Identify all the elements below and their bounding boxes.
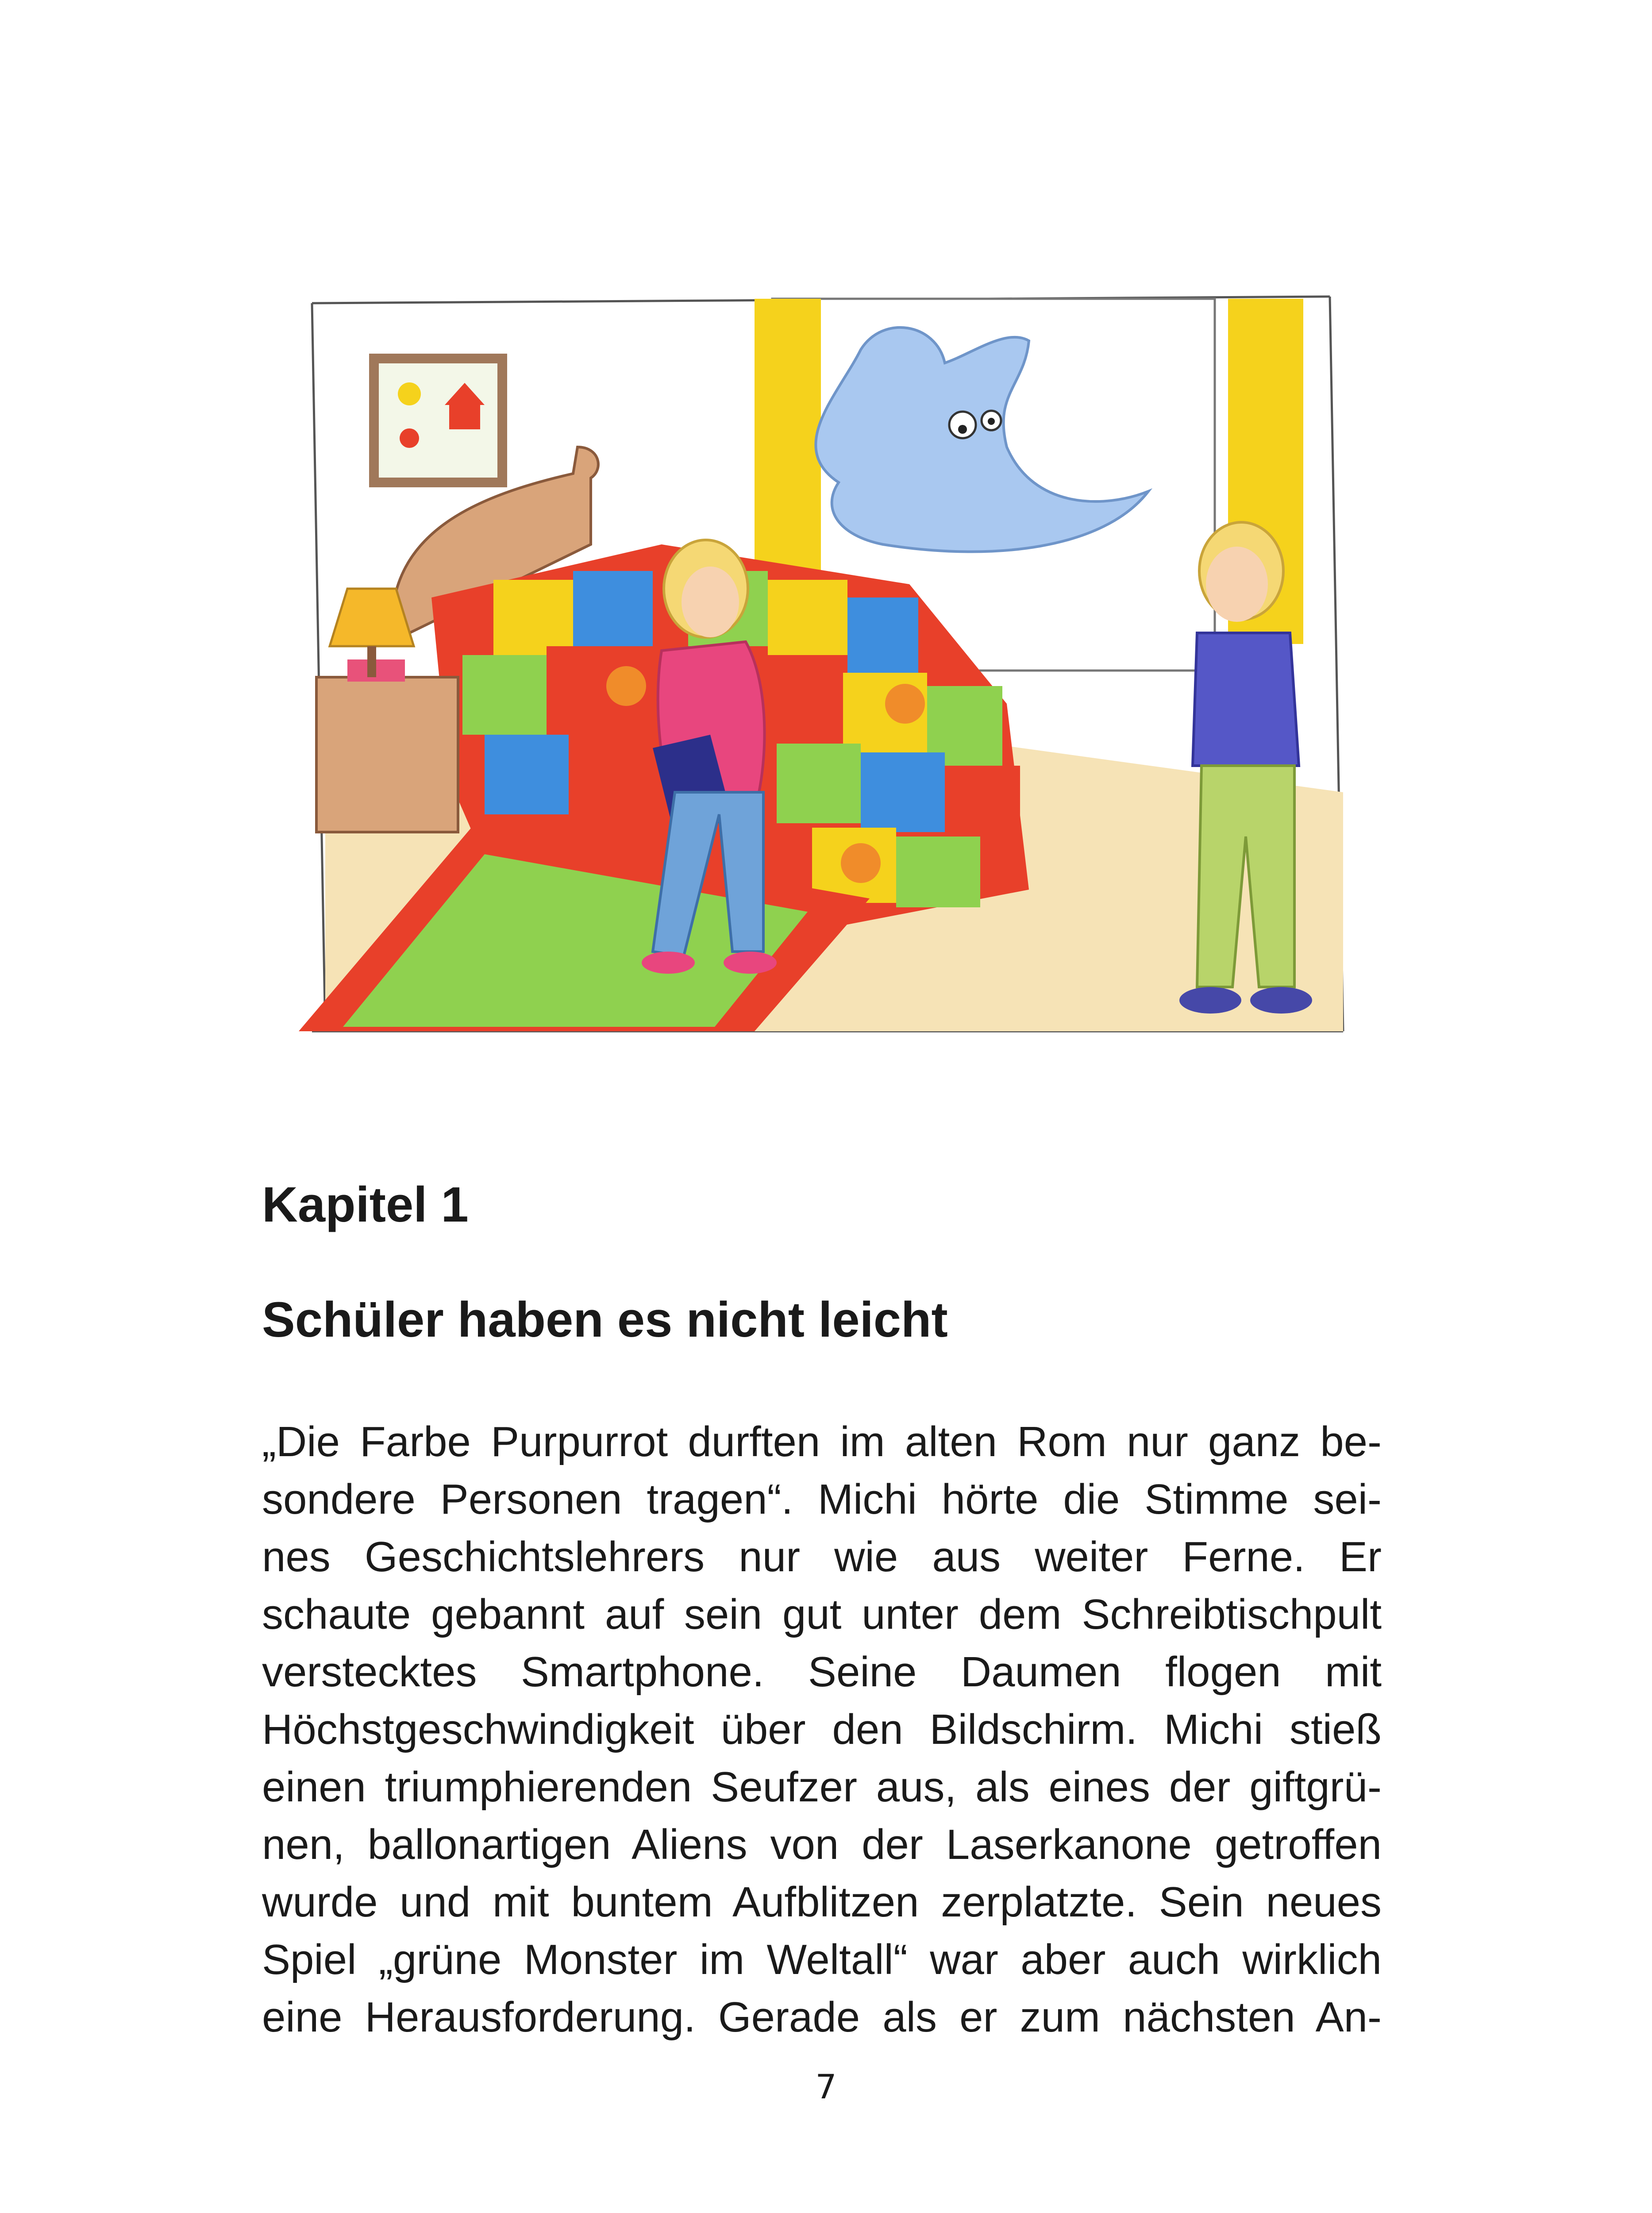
wall-picture xyxy=(374,359,502,482)
body-line: sondere Personen tragen“. Michi hörte die Stimme sei- xyxy=(262,1476,1382,1523)
body-line: einen triumphierenden Seufzer aus, als eines der giftgrü- xyxy=(262,1763,1382,1811)
body-line: eine Herausforderung. Gerade als er zum nächsten An- xyxy=(262,1993,1382,2041)
body-line: wurde und mit buntem Aufblitzen zerplatzte. Sein neues xyxy=(262,1878,1382,1926)
page-number: 7 xyxy=(815,2067,837,2106)
chapter-title: Schüler haben es nicht leicht xyxy=(262,1292,948,1347)
body-line: nes Geschichtslehrers nur wie aus weiter Ferne. Er xyxy=(262,1533,1382,1581)
body-line: Höchstgeschwindigkeit über den Bildschirm. Michi stieß xyxy=(262,1706,1382,1753)
body-line: nen, ballonartigen Aliens von der Laserkanone getroffen xyxy=(262,1821,1382,1868)
nightstand xyxy=(316,677,458,832)
body-line: verstecktes Smartphone. Seine Daumen flogen mit xyxy=(262,1648,1382,1696)
chapter-label: Kapitel 1 xyxy=(262,1177,469,1232)
body-line: Spiel „grüne Monster im Weltall“ war aber auch wirklich xyxy=(262,1936,1382,1983)
body-line: schaute gebannt auf sein gut unter dem Schreibtischpult xyxy=(262,1591,1382,1638)
bedroom-illustration xyxy=(263,261,1387,1084)
body-line: „Die Farbe Purpurrot durften im alten Rom nur ganz be- xyxy=(262,1418,1382,1465)
